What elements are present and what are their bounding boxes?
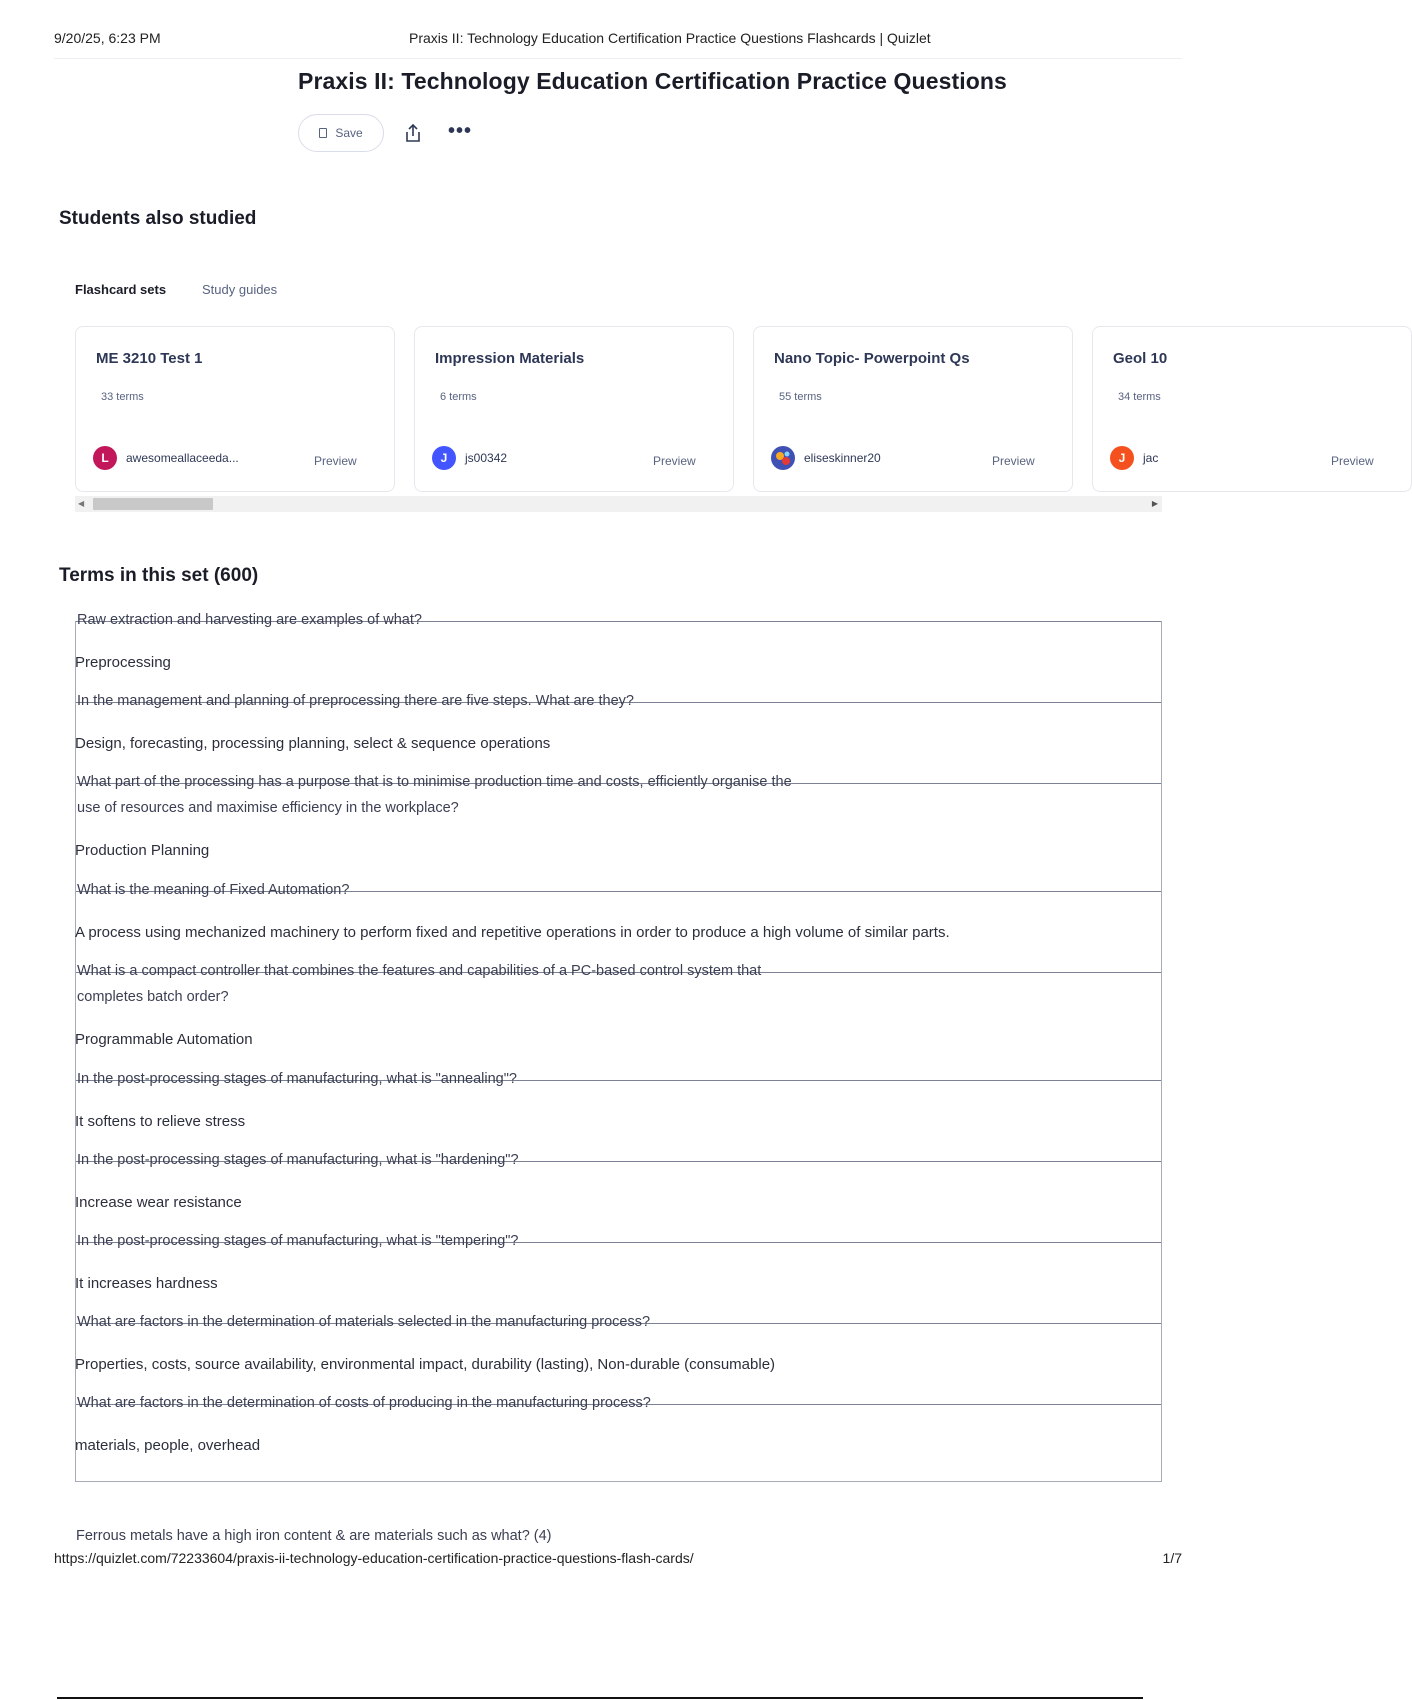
print-footer	[54, 1550, 1182, 1570]
term-question: In the post-processing stages of manufacturing, what is "hardening"?	[77, 1152, 519, 1168]
carousel-scrollbar[interactable]	[75, 496, 1162, 512]
avatar: L	[93, 446, 117, 470]
term-answer: Preprocessing	[75, 654, 171, 671]
card-term-count: 34 terms	[1118, 391, 1161, 403]
card-username[interactable]: awesomeallaceeda...	[126, 451, 239, 465]
card-title[interactable]: Nano Topic- Powerpoint Qs	[774, 350, 970, 367]
cut-off-term-question: Ferrous metals have a high iron content & are materials such as what? (4)	[76, 1528, 552, 1544]
card-username[interactable]: jac	[1143, 451, 1159, 465]
term-question-continued: completes batch order?	[77, 989, 229, 1005]
students-also-studied-heading: Students also studied	[59, 208, 257, 229]
card-title[interactable]: ME 3210 Test 1	[96, 350, 203, 367]
card-preview-link[interactable]: Preview	[1331, 454, 1374, 468]
related-set-card[interactable]	[414, 326, 734, 492]
term-answer: It increases hardness	[75, 1275, 218, 1292]
term-question: Raw extraction and harvesting are examples of what?	[77, 612, 422, 628]
print-date: 9/20/25, 6:23 PM	[54, 30, 161, 46]
print-header	[54, 30, 1140, 50]
avatar: J	[432, 446, 456, 470]
term-question: What are factors in the determination of costs of producing in the manufacturing process?	[77, 1395, 651, 1411]
tab-flashcard-sets[interactable]: Flashcard sets	[75, 282, 167, 297]
related-set-card[interactable]	[1092, 326, 1412, 492]
related-set-card[interactable]	[753, 326, 1073, 492]
share-icon[interactable]	[402, 122, 424, 144]
term-question: In the management and planning of preprocessing there are five steps. What are they?	[77, 693, 634, 709]
term-answer: Increase wear resistance	[75, 1194, 242, 1211]
page-number: 1/7	[1162, 1550, 1182, 1566]
scroll-right-arrow-icon[interactable]: ▶	[1151, 499, 1158, 508]
terms-list	[75, 612, 1162, 1482]
term-answer: Production Planning	[75, 842, 210, 859]
terms-heading: Terms in this set (600)	[59, 565, 259, 586]
scrollbar-thumb[interactable]	[93, 498, 213, 510]
header-divider	[54, 58, 1182, 59]
print-document-title: Praxis II: Technology Education Certification Practice Questions Flashcards | Quizlet	[409, 30, 931, 46]
term-answer: It softens to relieve stress	[75, 1113, 246, 1130]
save-button[interactable]	[298, 114, 384, 152]
bookmark-icon	[319, 128, 327, 138]
card-preview-link[interactable]: Preview	[314, 454, 357, 468]
term-question: What are factors in the determination of materials selected in the manufacturing process?	[77, 1314, 651, 1330]
page-title: Praxis II: Technology Education Certification Practice Questions	[298, 68, 1007, 94]
save-label: Save	[335, 126, 363, 140]
related-sets-carousel	[75, 326, 1374, 496]
card-term-count: 33 terms	[101, 391, 144, 403]
card-username[interactable]: eliseskinner20	[804, 451, 881, 465]
term-question: What is a compact controller that combines the features and capabilities of a PC-based control system that	[77, 963, 762, 979]
card-title[interactable]: Impression Materials	[435, 350, 585, 367]
related-set-card[interactable]	[75, 326, 395, 492]
avatar	[771, 446, 795, 470]
card-term-count: 6 terms	[440, 391, 477, 403]
avatar: J	[1110, 446, 1134, 470]
scroll-left-arrow-icon[interactable]: ◀	[78, 499, 85, 508]
term-question: In the post-processing stages of manufacturing, what is "annealing"?	[77, 1071, 517, 1087]
term-question: What part of the processing has a purpose that is to minimise production time and costs, efficiently organise the	[77, 774, 792, 790]
more-icon[interactable]: •••	[448, 120, 473, 142]
page-bottom-rule	[57, 1697, 1143, 1699]
print-url: https://quizlet.com/72233604/praxis-ii-technology-education-certification-practice-questions-flash-cards/	[54, 1550, 694, 1566]
term-answer: materials, people, overhead	[75, 1437, 261, 1454]
term-question-continued: use of resources and maximise efficiency in the workplace?	[77, 800, 459, 816]
tab-study-guides[interactable]: Study guides	[202, 282, 278, 297]
card-term-count: 55 terms	[779, 391, 822, 403]
card-username[interactable]: js00342	[465, 451, 508, 465]
term-question: What is the meaning of Fixed Automation?	[77, 882, 350, 898]
term-answer: A process using mechanized machinery to perform fixed and repetitive operations in order to produce a high volume of similar parts.	[75, 924, 950, 941]
term-answer: Programmable Automation	[75, 1031, 253, 1048]
card-preview-link[interactable]: Preview	[992, 454, 1035, 468]
term-answer: Properties, costs, source availability, environmental impact, durability (lasting), Non-durable (consumable)	[75, 1356, 776, 1373]
card-title[interactable]: Geol 10	[1113, 350, 1168, 367]
term-question: In the post-processing stages of manufacturing, what is "tempering"?	[77, 1233, 519, 1249]
card-preview-link[interactable]: Preview	[653, 454, 696, 468]
term-answer: Design, forecasting, processing planning, select & sequence operations	[75, 735, 551, 752]
